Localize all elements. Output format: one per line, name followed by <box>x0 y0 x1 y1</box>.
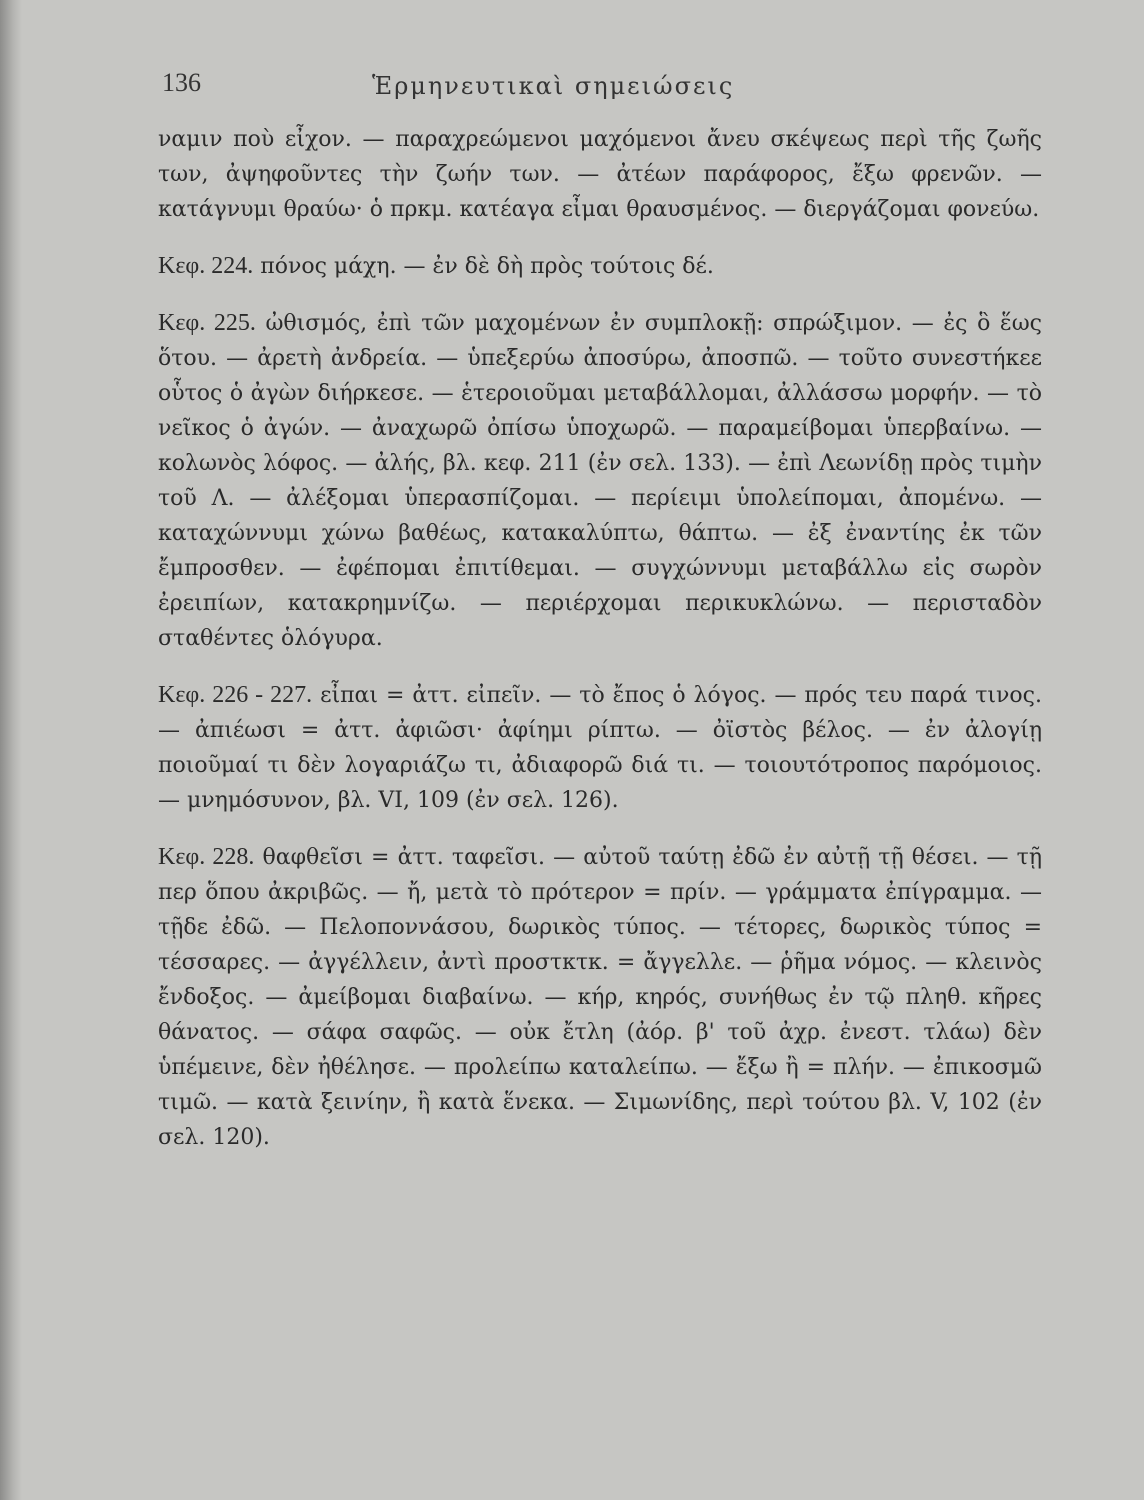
chapter-label: Κεφ. 225. <box>158 310 256 336</box>
chapter-label: Κεφ. 226 - 227. <box>158 682 313 708</box>
paragraph-continuation <box>158 122 1042 227</box>
paragraph-kef-225 <box>158 306 1042 656</box>
page-gutter-shadow <box>0 0 22 1500</box>
paragraph-kef-224 <box>158 249 1042 284</box>
paragraph-kef-228 <box>158 840 1042 1155</box>
commentary-body <box>158 122 1042 1155</box>
paragraph-text: πόνος μάχη. — ἐν δὲ δὴ πρὸς τούτοις δέ. <box>260 254 714 279</box>
page-number: 136 <box>162 68 201 97</box>
chapter-label: Κεφ. 228. <box>158 844 255 870</box>
paragraph-text: ναμιν ποὺ εἶχον. — παραχρεώμενοι μαχόμενοι ἄνευ σκέψεως περὶ τῆς ζωῆς των, ἀψηφοῦντες τὴν ζωήν των. — ἀτέων παράφορος, ἔξω φρενῶν. — κατάγνυμι θραύω· ὁ πρκμ. κατέαγα εἶμαι θραυσμένος. — διεργάζομαι φονεύω. <box>158 127 1042 222</box>
running-title: Ἑρμηνευτικαὶ σημειώσεις <box>372 72 735 100</box>
paragraph-text: θαφθεῖσι = ἀττ. ταφεῖσι. — αὐτοῦ ταύτῃ ἐδῶ ἐν αὐτῇ τῇ θέσει. — τῇ περ ὅπου ἀκριβῶς. — ἤ, μετὰ τὸ πρότερον = πρίν. — γράμματα ἐπίγραμμα. — τῇδε ἐδῶ. — Πελοποννάσου, δωρικὸς τύπος. — τέτορες, δωρικὸς τύπος = τέσσαρες. — ἀγγέλλειν, ἀντὶ προστκτκ. = ἄγγελλε. — ῥῆμα νόμος. — κλεινὸς ἔνδοξος. — ἀμείβομαι διαβαίνω. — κήρ, κηρός, συνήθως ἐν τῷ πληθ. κῆρες θάνατος. — σάφα σαφῶς. — οὐκ ἔτλη (ἀόρ. β' τοῦ ἀχρ. ἐνεστ. τλάω) δὲν ὑπέμεινε, δὲν ἠθέλησε. — προλείπω καταλείπω. — ἔξω ἢ = πλήν. — ἐπικοσμῶ τιμῶ. — κατὰ ξεινίην, ἢ κατὰ ἕνεκα. — Σιμωνίδης, περὶ τούτου βλ. V, 102 (ἐν σελ. 120). <box>158 845 1043 1150</box>
chapter-label: Κεφ. 224. <box>158 253 254 279</box>
page-header <box>162 58 1042 98</box>
paragraph-text: ὠθισμός, ἐπὶ τῶν μαχομένων ἐν συμπλοκῇ: σπρώξιμον. — ἐς ὃ ἕως ὅτου. — ἀρετὴ ἀνδρεία. — ὑπεξερύω ἀποσύρω, ἀποσπῶ. — τοῦτο συνεστήκεε οὗτος ὁ ἀγὼν διήρκεσε. — ἑτεροιοῦμαι μεταβάλλομαι, ἀλλάσσω μορφήν. — τὸ νεῖκος ὁ ἀγών. — ἀναχωρῶ ὀπίσω ὑποχωρῶ. — παραμείβομαι ὑπερβαίνω. — κολωνὸς λόφος. — ἀλής, βλ. κεφ. 211 (ἐν σελ. 133). — ἐπὶ Λεωνίδῃ πρὸς τιμὴν τοῦ Λ. — ἀλέξομαι ὑπερασπίζομαι. — περίειμι ὑπολείπομαι, ἀπομένω. — καταχώννυμι χώνω βαθέως, κατακαλύπτω, θάπτω. — ἐξ ἐναντίης ἐκ τῶν ἔμπροσθεν. — ἐφέπομαι ἐπιτίθεμαι. — συγχώννυμι μεταβάλλω εἰς σωρὸν ἐρειπίων, κατακρημνίζω. — περιέρχομαι περικυκλώνω. — περισταδὸν σταθέντες ὁλόγυρα. <box>158 311 1042 651</box>
paragraph-text: εἶπαι = ἀττ. εἰπεῖν. — τὸ ἔπος ὁ λόγος. — πρός τευ παρά τινος. — ἀπιέωσι = ἀττ. ἀφιῶσι· ἀφίημι ρίπτω. — ὀϊστὸς βέλος. — ἐν ἀλογίῃ ποιοῦμαί τι δὲν λογαριάζω τι, ἀδιαφορῶ διά τι. — τοιουτότροπος παρόμοιος. — μνημόσυνον, βλ. VI, 109 (ἐν σελ. 126). <box>158 683 1042 813</box>
paragraph-kef-226-227 <box>158 678 1042 818</box>
